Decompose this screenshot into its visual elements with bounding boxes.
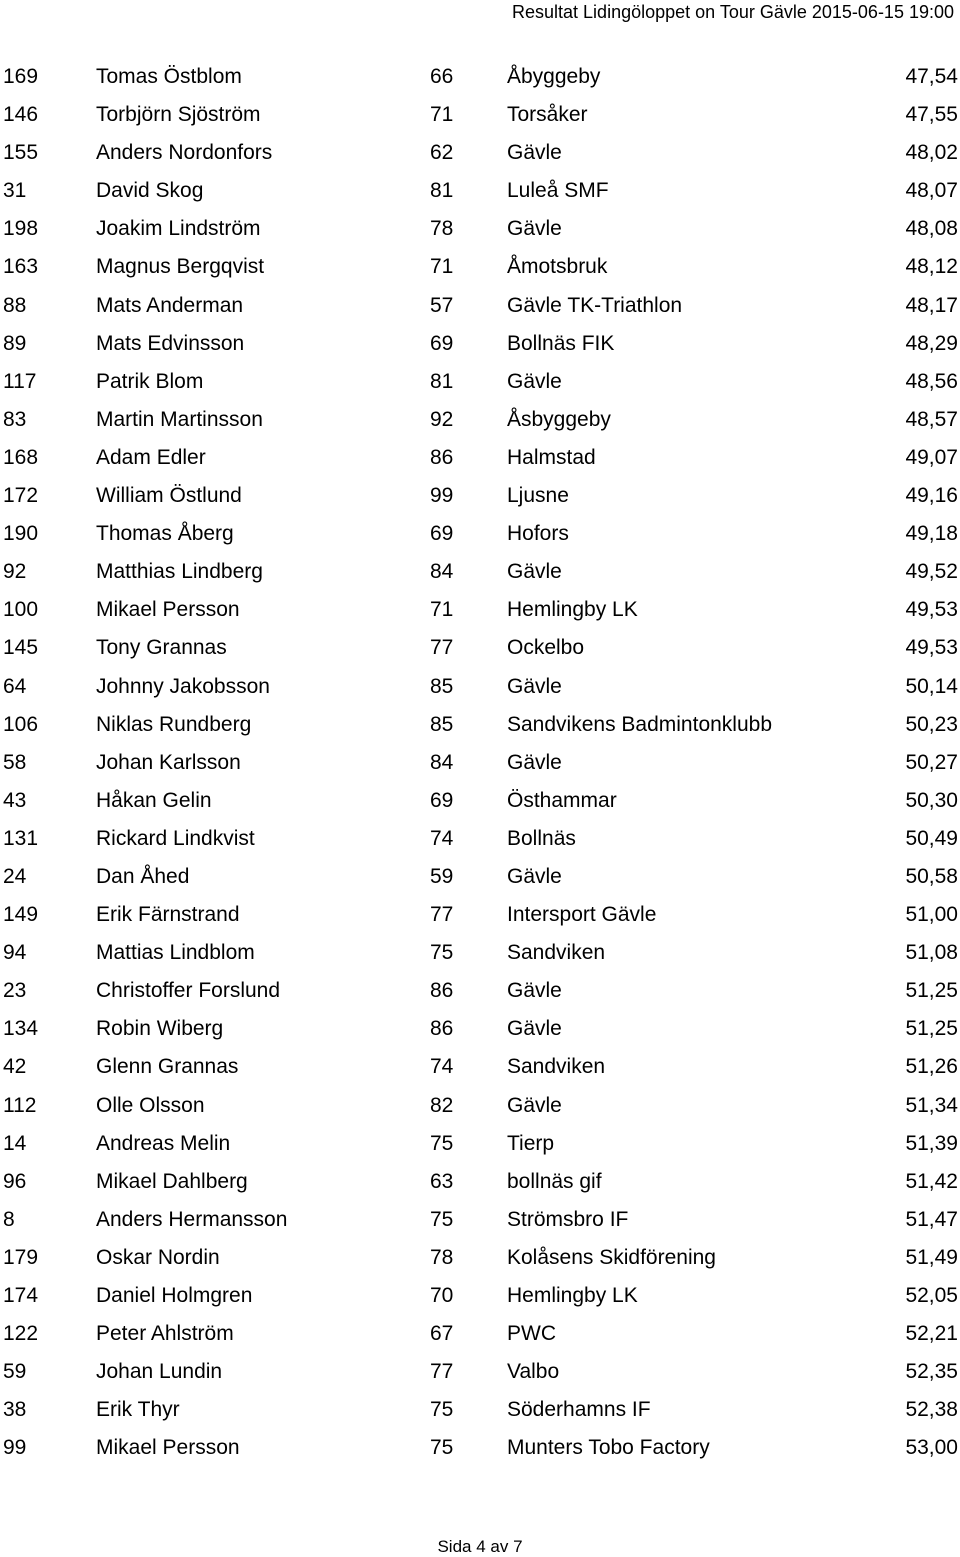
runner-name: Magnus Bergqvist [96, 255, 265, 279]
runner-name: Robin Wiberg [96, 1017, 224, 1041]
table-row [0, 706, 960, 744]
finish-time: 48,57 [905, 407, 958, 431]
finish-time: 52,38 [905, 1398, 958, 1422]
table-row [0, 363, 960, 401]
club-name: Halmstad [507, 445, 596, 469]
finish-time: 49,16 [905, 484, 958, 508]
table-row [0, 210, 960, 248]
finish-time: 48,08 [905, 217, 958, 241]
runner-name: Mikael Persson [96, 1436, 240, 1460]
birth-year: 69 [430, 788, 454, 812]
table-row [0, 1239, 960, 1277]
club-name: Intersport Gävle [507, 903, 657, 927]
page-number: Sida 4 av 7 [437, 1537, 523, 1556]
table-row [0, 1315, 960, 1353]
runner-name: Mikael Dahlberg [96, 1169, 248, 1193]
birth-year: 84 [430, 560, 454, 584]
club-name: Gävle [507, 1093, 562, 1117]
table-row [0, 1277, 960, 1315]
table-row [0, 325, 960, 363]
birth-year: 82 [430, 1093, 454, 1117]
birth-year: 75 [430, 1207, 454, 1231]
runner-name: Oskar Nordin [96, 1245, 220, 1269]
table-row [0, 1429, 960, 1467]
club-name: Sandvikens Badmintonklubb [507, 712, 773, 736]
bib-number: 117 [3, 369, 37, 393]
club-name: Gävle [507, 369, 562, 393]
birth-year: 74 [430, 1055, 454, 1079]
finish-time: 52,35 [905, 1360, 958, 1384]
table-row [0, 820, 960, 858]
bib-number: 8 [3, 1207, 15, 1231]
finish-time: 51,25 [905, 979, 958, 1003]
finish-time: 49,53 [905, 598, 958, 622]
birth-year: 85 [430, 712, 454, 736]
bib-number: 198 [3, 217, 39, 241]
table-row [0, 477, 960, 515]
table-row [0, 134, 960, 172]
finish-time: 50,30 [905, 788, 958, 812]
table-row [0, 1163, 960, 1201]
finish-time: 48,07 [905, 179, 958, 203]
runner-name: Daniel Holmgren [96, 1284, 253, 1307]
table-row [0, 858, 960, 896]
club-name: Torsåker [507, 103, 588, 127]
finish-time: 51,00 [905, 903, 958, 927]
finish-time: 49,07 [905, 445, 958, 469]
birth-year: 77 [430, 636, 454, 660]
birth-year: 62 [430, 141, 454, 165]
birth-year: 86 [430, 979, 454, 1003]
birth-year: 78 [430, 217, 454, 241]
club-name: bollnäs gif [507, 1169, 602, 1193]
finish-time: 48,56 [905, 369, 958, 393]
bib-number: 155 [3, 141, 39, 165]
birth-year: 81 [430, 179, 454, 203]
birth-year: 75 [430, 941, 454, 965]
finish-time: 48,17 [905, 293, 958, 317]
club-name: Åbyggeby [507, 65, 601, 88]
runner-name: Matthias Lindberg [96, 560, 263, 584]
runner-name: Tomas Östblom [96, 65, 242, 88]
club-name: Åsbyggeby [507, 407, 611, 431]
bib-number: 43 [3, 788, 27, 812]
bib-number: 58 [3, 750, 27, 774]
birth-year: 70 [430, 1284, 454, 1307]
birth-year: 63 [430, 1169, 454, 1193]
birth-year: 77 [430, 903, 454, 927]
finish-time: 50,49 [905, 826, 958, 850]
table-row [0, 934, 960, 972]
club-name: Gävle [507, 674, 562, 698]
table-row [0, 744, 960, 782]
runner-name: William Östlund [96, 484, 242, 508]
birth-year: 71 [430, 103, 454, 127]
bib-number: 122 [3, 1322, 39, 1346]
page-title: Resultat Lidingöloppet on Tour Gävle 2015-06-15 19:00 [512, 2, 954, 22]
table-row [0, 1391, 960, 1429]
birth-year: 99 [430, 484, 454, 508]
finish-time: 51,42 [905, 1169, 958, 1193]
runner-name: Dan Åhed [96, 864, 190, 888]
club-name: Kolåsens Skidförening [507, 1245, 716, 1269]
birth-year: 75 [430, 1436, 454, 1460]
runner-name: Johan Karlsson [96, 750, 241, 774]
runner-name: Anders Nordonfors [96, 141, 273, 165]
table-row [0, 401, 960, 439]
finish-time: 48,29 [905, 331, 958, 355]
birth-year: 57 [430, 293, 454, 317]
birth-year: 84 [430, 750, 454, 774]
birth-year: 92 [430, 407, 454, 431]
finish-time: 51,47 [905, 1207, 958, 1231]
runner-name: Thomas Åberg [96, 522, 234, 546]
club-name: Sandviken [507, 1055, 606, 1079]
table-row [0, 58, 960, 96]
table-row [0, 629, 960, 667]
birth-year: 85 [430, 674, 454, 698]
bib-number: 14 [3, 1131, 27, 1155]
bib-number: 134 [3, 1017, 39, 1041]
bib-number: 92 [3, 560, 27, 584]
club-name: Gävle [507, 750, 562, 774]
runner-name: Olle Olsson [96, 1093, 205, 1117]
runner-name: Patrik Blom [96, 369, 204, 393]
finish-time: 53,00 [905, 1436, 958, 1460]
finish-time: 48,02 [905, 141, 958, 165]
club-name: Strömsbro IF [507, 1207, 629, 1231]
finish-time: 50,27 [905, 750, 958, 774]
club-name: Sandviken [507, 941, 606, 965]
finish-time: 52,05 [905, 1284, 958, 1307]
runner-name: Johnny Jakobsson [96, 674, 270, 698]
birth-year: 71 [430, 255, 454, 279]
table-row [0, 1125, 960, 1163]
bib-number: 99 [3, 1436, 27, 1460]
club-name: PWC [507, 1322, 556, 1346]
runner-name: Andreas Melin [96, 1131, 231, 1155]
table-row [0, 248, 960, 286]
finish-time: 52,21 [905, 1322, 958, 1346]
bib-number: 146 [3, 103, 39, 127]
runner-name: Håkan Gelin [96, 788, 212, 812]
birth-year: 74 [430, 826, 454, 850]
club-name: Gävle [507, 1017, 562, 1041]
club-name: Luleå SMF [507, 179, 609, 203]
club-name: Ljusne [507, 484, 569, 508]
bib-number: 96 [3, 1169, 27, 1193]
runner-name: Mattias Lindblom [96, 941, 255, 965]
runner-name: Erik Färnstrand [96, 903, 240, 927]
table-row [0, 172, 960, 210]
birth-year: 71 [430, 598, 454, 622]
bib-number: 106 [3, 712, 39, 736]
runner-name: Johan Lundin [96, 1360, 223, 1384]
finish-time: 50,58 [905, 864, 958, 888]
runner-name: Glenn Grannas [96, 1055, 239, 1079]
bib-number: 83 [3, 407, 27, 431]
bib-number: 174 [3, 1284, 39, 1307]
runner-name: Adam Edler [96, 445, 206, 469]
finish-time: 49,52 [905, 560, 958, 584]
birth-year: 81 [430, 369, 454, 393]
finish-time: 47,55 [905, 103, 958, 127]
table-row [0, 553, 960, 591]
finish-time: 51,39 [905, 1131, 958, 1155]
club-name: Åmotsbruk [507, 255, 608, 279]
finish-time: 51,34 [905, 1093, 958, 1117]
bib-number: 24 [3, 864, 27, 888]
club-name: Gävle [507, 141, 562, 165]
bib-number: 163 [3, 255, 39, 279]
page-footer [0, 1536, 960, 1557]
birth-year: 69 [430, 331, 454, 355]
club-name: Hemlingby LK [507, 598, 638, 622]
finish-time: 50,23 [905, 712, 958, 736]
runner-name: Mats Edvinsson [96, 331, 245, 355]
runner-name: Erik Thyr [96, 1398, 180, 1422]
table-row [0, 1353, 960, 1391]
table-row [0, 591, 960, 629]
finish-time: 47,54 [905, 65, 958, 88]
club-name: Gävle [507, 979, 562, 1003]
club-name: Valbo [507, 1360, 560, 1384]
runner-name: Niklas Rundberg [96, 712, 252, 736]
bib-number: 89 [3, 331, 27, 355]
bib-number: 94 [3, 941, 27, 965]
bib-number: 88 [3, 293, 27, 317]
club-name: Gävle [507, 560, 562, 584]
birth-year: 59 [430, 864, 454, 888]
birth-year: 86 [430, 1017, 454, 1041]
table-row [0, 287, 960, 325]
bib-number: 149 [3, 903, 39, 927]
table-row [0, 1201, 960, 1239]
table-row [0, 1010, 960, 1048]
finish-time: 51,49 [905, 1245, 958, 1269]
runner-name: Rickard Lindkvist [96, 826, 255, 850]
runner-name: Torbjörn Sjöström [96, 103, 261, 127]
club-name: Bollnäs FIK [507, 331, 615, 355]
club-name: Munters Tobo Factory [507, 1436, 710, 1460]
club-name: Gävle [507, 217, 562, 241]
bib-number: 168 [3, 445, 39, 469]
club-name: Söderhamns IF [507, 1398, 651, 1422]
club-name: Östhammar [507, 788, 617, 812]
birth-year: 66 [430, 65, 454, 88]
finish-time: 51,08 [905, 941, 958, 965]
table-row [0, 896, 960, 934]
bib-number: 190 [3, 522, 39, 546]
bib-number: 100 [3, 598, 39, 622]
bib-number: 179 [3, 1245, 39, 1269]
club-name: Tierp [507, 1131, 555, 1155]
table-row [0, 515, 960, 553]
table-row [0, 1087, 960, 1125]
table-row [0, 96, 960, 134]
finish-time: 51,26 [905, 1055, 958, 1079]
club-name: Gävle TK-Triathlon [507, 293, 683, 317]
bib-number: 23 [3, 979, 27, 1003]
bib-number: 42 [3, 1055, 27, 1079]
bib-number: 64 [3, 674, 27, 698]
bib-number: 112 [3, 1093, 37, 1117]
runner-name: Mats Anderman [96, 293, 244, 317]
runner-name: Christoffer Forslund [96, 979, 281, 1003]
finish-time: 50,14 [905, 674, 958, 698]
club-name: Bollnäs [507, 826, 576, 850]
bib-number: 131 [3, 826, 39, 850]
table-row [0, 668, 960, 706]
club-name: Hemlingby LK [507, 1284, 638, 1307]
birth-year: 77 [430, 1360, 454, 1384]
finish-time: 51,25 [905, 1017, 958, 1041]
birth-year: 75 [430, 1398, 454, 1422]
runner-name: Anders Hermansson [96, 1207, 288, 1231]
runner-name: Joakim Lindström [96, 217, 261, 241]
finish-time: 48,12 [905, 255, 958, 279]
runner-name: Mikael Persson [96, 598, 240, 622]
birth-year: 67 [430, 1322, 454, 1346]
bib-number: 169 [3, 65, 39, 88]
bib-number: 145 [3, 636, 39, 660]
page-header [0, 0, 960, 24]
birth-year: 86 [430, 445, 454, 469]
runner-name: Peter Ahlström [96, 1322, 234, 1346]
bib-number: 38 [3, 1398, 27, 1422]
runner-name: Martin Martinsson [96, 407, 263, 431]
finish-time: 49,53 [905, 636, 958, 660]
table-row [0, 972, 960, 1010]
results-table [0, 58, 960, 1467]
table-row [0, 1048, 960, 1086]
runner-name: David Skog [96, 179, 204, 203]
club-name: Hofors [507, 522, 569, 546]
birth-year: 69 [430, 522, 454, 546]
table-row [0, 782, 960, 820]
club-name: Gävle [507, 864, 562, 888]
runner-name: Tony Grannas [96, 636, 227, 660]
table-row [0, 439, 960, 477]
birth-year: 78 [430, 1245, 454, 1269]
bib-number: 31 [3, 179, 27, 203]
club-name: Ockelbo [507, 636, 585, 660]
birth-year: 75 [430, 1131, 454, 1155]
bib-number: 59 [3, 1360, 27, 1384]
finish-time: 49,18 [905, 522, 958, 546]
bib-number: 172 [3, 484, 39, 508]
